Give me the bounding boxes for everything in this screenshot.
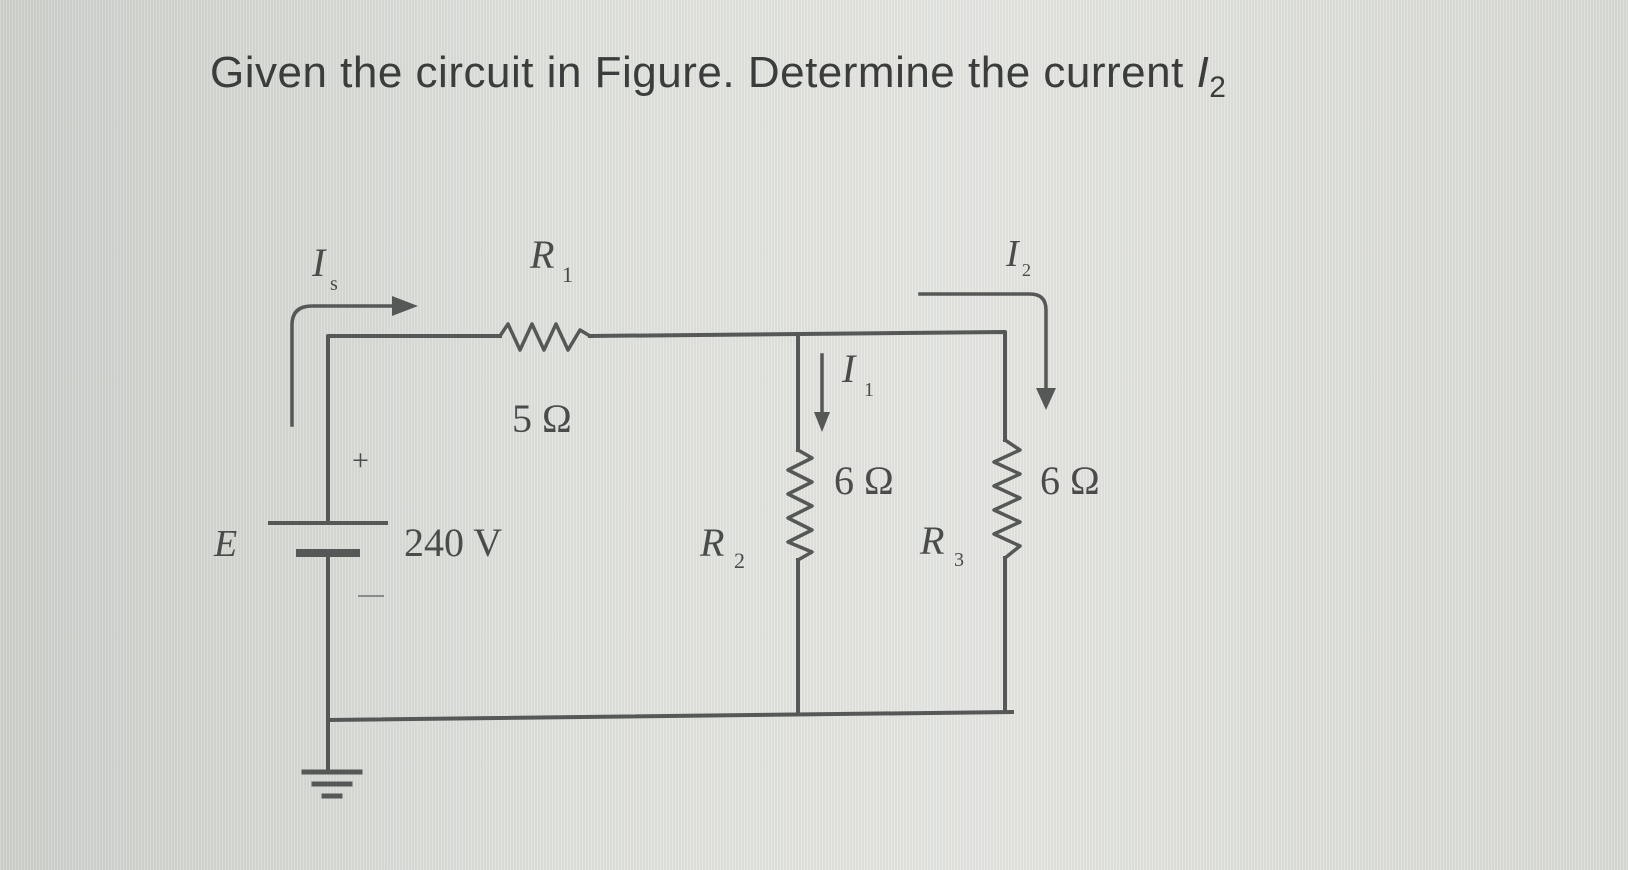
current-is-arrowhead [392,296,418,316]
wire-left-upper [328,336,500,523]
r1-value: 5 Ω [512,396,572,441]
r3-subscript: 3 [954,549,964,571]
wire-bottom [328,712,1012,720]
current-is-subscript: s [330,273,338,295]
r2-value: 6 Ω [834,458,894,503]
battery-plus-sign: + [352,444,369,477]
question-prompt: Given the circuit in Figure. Determine the current [210,48,1197,97]
current-i1-subscript: 1 [864,379,874,401]
r3-value: 6 Ω [1040,458,1100,503]
r1-symbol: R [530,232,555,277]
current-is-arrow-line [292,306,400,425]
current-is-symbol: I [312,240,326,285]
current-i1-symbol: I [842,346,856,391]
current-i2-symbol: I [1006,233,1019,275]
r2-subscript: 2 [734,548,745,573]
current-i2-arrow-line [920,294,1046,392]
r3-symbol: R [920,518,945,563]
resistor-r2-symbol [788,450,812,560]
current-i2-arrowhead [1036,388,1056,410]
r2-symbol: R [700,520,725,565]
source-label-e: E [214,523,238,565]
resistor-r3-symbol [994,440,1020,558]
source-voltage-value: 240 V [404,520,503,565]
current-i2-subscript: 2 [1022,260,1031,280]
question-current-symbol: I [1196,48,1210,97]
r1-subscript: 1 [562,262,573,287]
question-current-subscript: 2 [1209,71,1227,104]
resistor-r1-symbol [500,324,590,350]
current-i1-arrowhead [814,412,830,432]
